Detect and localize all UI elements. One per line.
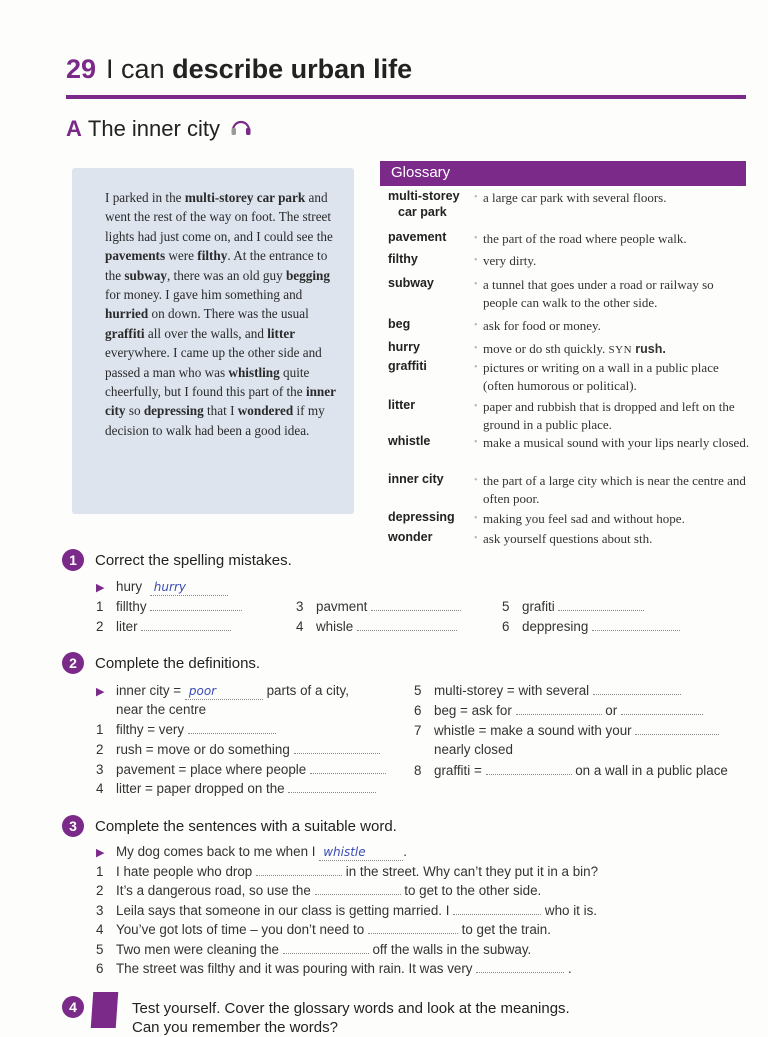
story-text: I parked in the <box>105 190 185 205</box>
headphones-icon[interactable] <box>230 117 252 143</box>
item-number: 8 <box>414 763 422 778</box>
definition-text: ask yourself questions about sth. <box>483 531 653 546</box>
story-text: . At the entrance to the <box>105 248 328 283</box>
story-text: and went the rest of the way on foot. The street lights had just come on, and I could see the <box>105 190 333 244</box>
answer-blank[interactable] <box>294 742 380 754</box>
definition-text: a tunnel that goes under a road or railway so people can walk to the other side. <box>483 277 714 310</box>
item-text: . <box>567 961 572 976</box>
section-title: The inner city <box>87 116 220 141</box>
glossary-term <box>388 316 472 332</box>
term-text: multi-storey <box>388 189 460 203</box>
exercise-instruction: Complete the definitions. <box>95 654 261 672</box>
term-text: wonder <box>388 530 433 544</box>
term-text: beg <box>388 317 411 331</box>
answer-blank[interactable] <box>621 703 703 715</box>
item-text: The street was filthy and it was pouring with rain. It was very <box>116 961 473 976</box>
item-text: to get the train. <box>461 922 551 937</box>
answer-blank[interactable] <box>310 762 386 774</box>
story-text: everywhere. I came up the other side and passed a man who was <box>105 345 322 380</box>
glossary-term <box>388 397 472 413</box>
synonym-word: rush. <box>635 342 666 356</box>
glossary-definition <box>474 189 750 207</box>
answer-blank[interactable] <box>453 903 541 915</box>
story-text: , there was an old guy <box>166 267 286 283</box>
story-text: if my decision to walk had been a good idea. <box>105 403 325 438</box>
glossary-definition <box>474 340 750 360</box>
answer-blank[interactable] <box>141 619 231 631</box>
glossary-keyword: inner city <box>105 384 336 419</box>
item-number: 3 <box>96 903 104 918</box>
answer-blank[interactable] <box>371 599 461 611</box>
item-number: 5 <box>96 942 104 957</box>
glossary-term <box>388 229 472 245</box>
story-text: all over the walls, and <box>144 325 268 341</box>
definition-text: a large car park with several floors. <box>483 190 667 205</box>
glossary-definition <box>474 252 750 270</box>
item-text: who it is. <box>544 903 598 918</box>
item-text: multi-storey = with several <box>434 683 590 698</box>
item-text: pavement = place where people <box>116 762 307 777</box>
item-number: 1 <box>96 722 104 737</box>
item-number: 3 <box>296 599 304 614</box>
exercise-1-item <box>296 598 461 615</box>
glossary-keyword: pavements <box>105 248 166 264</box>
exercise-1-example <box>96 578 228 597</box>
exercise-3-heading <box>62 815 397 837</box>
item-number: 3 <box>96 762 104 777</box>
exercise-1-heading <box>62 549 292 571</box>
item-text: litter = paper dropped on the <box>116 781 285 796</box>
exercise-2-item <box>96 741 380 758</box>
item-number: 5 <box>414 683 422 698</box>
answer-blank[interactable] <box>256 864 342 876</box>
answer-blank[interactable] <box>558 599 644 611</box>
exercise-number: 1 <box>62 549 84 571</box>
exercise-1-item <box>96 618 231 635</box>
answer-blank[interactable] <box>368 922 458 934</box>
bookmark-tab <box>91 992 119 1028</box>
item-text: to get to the other side. <box>404 883 542 898</box>
example-word: hury <box>116 579 143 594</box>
glossary-keyword: begging <box>285 267 330 283</box>
glossary-term <box>388 275 472 291</box>
item-number: 4 <box>296 619 304 634</box>
glossary-keyword: depressing <box>143 403 204 419</box>
exercise-number: 3 <box>62 815 84 837</box>
answer-blank[interactable] <box>288 781 376 793</box>
item-text: in the street. Why can’t they put it in a bin? <box>345 864 599 879</box>
exercise-2-item <box>414 762 728 779</box>
glossary-term <box>388 509 472 525</box>
glossary-term <box>388 251 472 267</box>
exercise-3-item <box>96 960 572 977</box>
arrow-icon: ▶ <box>96 582 105 594</box>
definition-text: paper and rubbish that is dropped and left on the ground in a public place. <box>483 399 735 432</box>
example-answer[interactable]: hurry <box>150 581 228 596</box>
item-text: filthy = very <box>116 722 185 737</box>
definition-text: pictures or writing on a wall in a public place (often humorous or political). <box>483 360 719 393</box>
definition-text: make a musical sound with your lips nearly closed. <box>483 435 750 450</box>
term-text: whistle <box>388 434 431 448</box>
answer-blank[interactable] <box>476 961 564 973</box>
exercise-3-item <box>96 863 598 880</box>
item-text: on a wall in a public place <box>575 763 728 778</box>
item-word: whisle <box>316 619 354 634</box>
exercise-number: 2 <box>62 652 84 674</box>
exercise-3-item <box>96 921 551 938</box>
answer-blank[interactable] <box>635 723 719 735</box>
arrow-icon: ▶ <box>96 686 105 698</box>
example-text: My dog comes back to me when I <box>116 844 316 859</box>
title-bold: describe urban life <box>172 54 413 84</box>
glossary-keyword: litter <box>267 325 296 341</box>
item-number: 1 <box>96 599 104 614</box>
unit-number: 29 <box>66 54 97 84</box>
glossary-heading: Glossary <box>380 161 746 186</box>
exercise-instruction: Complete the sentences with a suitable word. <box>95 817 397 835</box>
answer-blank[interactable] <box>150 599 242 611</box>
example-text: . <box>403 844 407 859</box>
glossary-definition <box>474 434 750 452</box>
exercise-1-item <box>96 598 242 615</box>
item-number: 6 <box>414 703 422 718</box>
synonym-label: SYN <box>608 344 633 356</box>
item-text: I hate people who drop <box>116 864 253 879</box>
glossary-term <box>388 529 472 545</box>
story-text: were <box>165 248 198 264</box>
exercise-2-item <box>414 722 719 739</box>
glossary-keyword: hurried <box>105 306 149 322</box>
item-text: You’ve got lots of time – you don’t need to <box>116 922 365 937</box>
definition-text: ask for food or money. <box>483 318 601 333</box>
exercise-3-item <box>96 941 531 958</box>
item-number: 6 <box>502 619 510 634</box>
glossary-definition <box>474 398 750 433</box>
term-text: subway <box>388 276 434 290</box>
answer-blank[interactable] <box>283 942 369 954</box>
item-word: liter <box>116 619 138 634</box>
glossary-keyword: whistling <box>228 364 280 380</box>
definition-text: very dirty. <box>483 253 537 268</box>
item-text: rush = move or do something <box>116 742 290 757</box>
item-text: whistle = make a sound with your <box>434 723 632 738</box>
item-number: 1 <box>96 864 104 879</box>
definition-text: move or do sth quickly. <box>483 341 606 356</box>
answer-blank[interactable] <box>593 683 681 695</box>
reading-text <box>105 188 337 440</box>
glossary-keyword: filthy <box>197 248 228 264</box>
term-text: litter <box>388 398 416 412</box>
story-text: so <box>125 403 144 419</box>
item-number: 4 <box>96 781 104 796</box>
glossary-definition <box>474 317 750 335</box>
item-number: 7 <box>414 723 422 738</box>
glossary-term <box>388 188 472 220</box>
term-text: graffiti <box>388 359 427 373</box>
definition-text: the part of the road where people walk. <box>483 231 687 246</box>
item-text: Leila says that someone in our class is getting married. I <box>116 903 450 918</box>
item-word: grafiti <box>522 599 555 614</box>
exercise-1-item <box>502 618 680 635</box>
glossary-term <box>388 433 472 449</box>
definition-text: the part of a large city which is near the centre and often poor. <box>483 473 746 506</box>
item-number: 2 <box>96 883 104 898</box>
unit-title <box>66 54 412 85</box>
example-answer[interactable]: poor <box>185 685 263 700</box>
glossary-definition <box>474 530 750 548</box>
item-text: beg = ask for <box>434 703 512 718</box>
item-word: pavment <box>316 599 368 614</box>
section-a-heading <box>66 116 252 143</box>
exercise-1-item <box>296 618 457 635</box>
exercise-3-item <box>96 882 541 899</box>
item-text: off the walls in the subway. <box>372 942 532 957</box>
exercise-1-item <box>502 598 644 615</box>
item-word: deppresing <box>522 619 589 634</box>
exercise-2-example <box>96 682 349 701</box>
instruction-line: Can you remember the words? <box>132 1019 338 1036</box>
glossary-term <box>388 471 472 487</box>
exercise-3-item <box>96 902 597 919</box>
answer-blank[interactable] <box>357 619 457 631</box>
glossary-keyword: graffiti <box>105 325 145 341</box>
answer-blank[interactable] <box>592 619 680 631</box>
glossary-term <box>388 358 472 374</box>
example-text: inner city = <box>116 683 182 698</box>
exercise-2-item <box>96 780 376 797</box>
exercise-2-item <box>96 721 276 738</box>
glossary-definition <box>474 230 750 248</box>
glossary-keyword: subway <box>124 267 167 283</box>
exercise-2-item <box>414 682 681 699</box>
term-text: car park <box>398 205 447 219</box>
exercise-4-instruction <box>132 999 570 1037</box>
item-number: 5 <box>502 599 510 614</box>
glossary-term <box>388 339 472 355</box>
item-text: graffiti = <box>434 763 482 778</box>
item-word: fillthy <box>116 599 147 614</box>
exercise-2-item <box>414 702 703 719</box>
term-text: inner city <box>388 472 444 486</box>
term-text: hurry <box>388 340 420 354</box>
exercise-2-heading <box>62 652 260 674</box>
arrow-icon: ▶ <box>96 847 105 859</box>
title-prefix: I can <box>106 54 165 84</box>
example-text: parts of a city, <box>266 683 349 698</box>
example-text: near the centre <box>116 702 207 717</box>
answer-blank[interactable] <box>315 883 401 895</box>
title-rule <box>66 95 746 99</box>
exercise-2-item <box>96 761 386 778</box>
glossary-definition <box>474 472 750 507</box>
answer-blank[interactable] <box>516 703 602 715</box>
exercise-instruction: Correct the spelling mistakes. <box>95 551 292 569</box>
exercise-4-number: 4 <box>62 996 84 1018</box>
instruction-line: Test yourself. Cover the glossary words and look at the meanings. <box>132 1000 570 1017</box>
exercise-3-example <box>96 843 407 862</box>
section-letter: A <box>66 116 82 141</box>
term-text: pavement <box>388 230 447 244</box>
story-text: that I <box>203 403 238 419</box>
glossary-keyword: wondered <box>237 403 294 419</box>
item-number: 2 <box>96 742 104 757</box>
term-text: filthy <box>388 252 418 266</box>
item-text: nearly closed <box>434 742 513 757</box>
item-number: 6 <box>96 961 104 976</box>
item-number: 2 <box>96 619 104 634</box>
example-answer[interactable]: whistle <box>319 846 403 861</box>
glossary-definition <box>474 359 750 394</box>
definition-text: making you feel sad and without hope. <box>483 511 685 526</box>
story-text: quite cheerfully, but I found this part of the <box>105 364 310 400</box>
item-text: or <box>605 703 618 718</box>
term-text: depressing <box>388 510 455 524</box>
answer-blank[interactable] <box>188 722 276 734</box>
story-text: on down. There was the usual <box>148 306 309 322</box>
answer-blank[interactable] <box>486 763 572 775</box>
glossary-definition <box>474 276 750 311</box>
glossary-definition <box>474 510 750 528</box>
item-number: 4 <box>96 922 104 937</box>
glossary-keyword: multi-storey car park <box>184 190 306 205</box>
item-text: It’s a dangerous road, so use the <box>116 883 311 898</box>
item-text: Two men were cleaning the <box>116 942 280 957</box>
story-text: for money. I gave him something and <box>105 287 303 303</box>
